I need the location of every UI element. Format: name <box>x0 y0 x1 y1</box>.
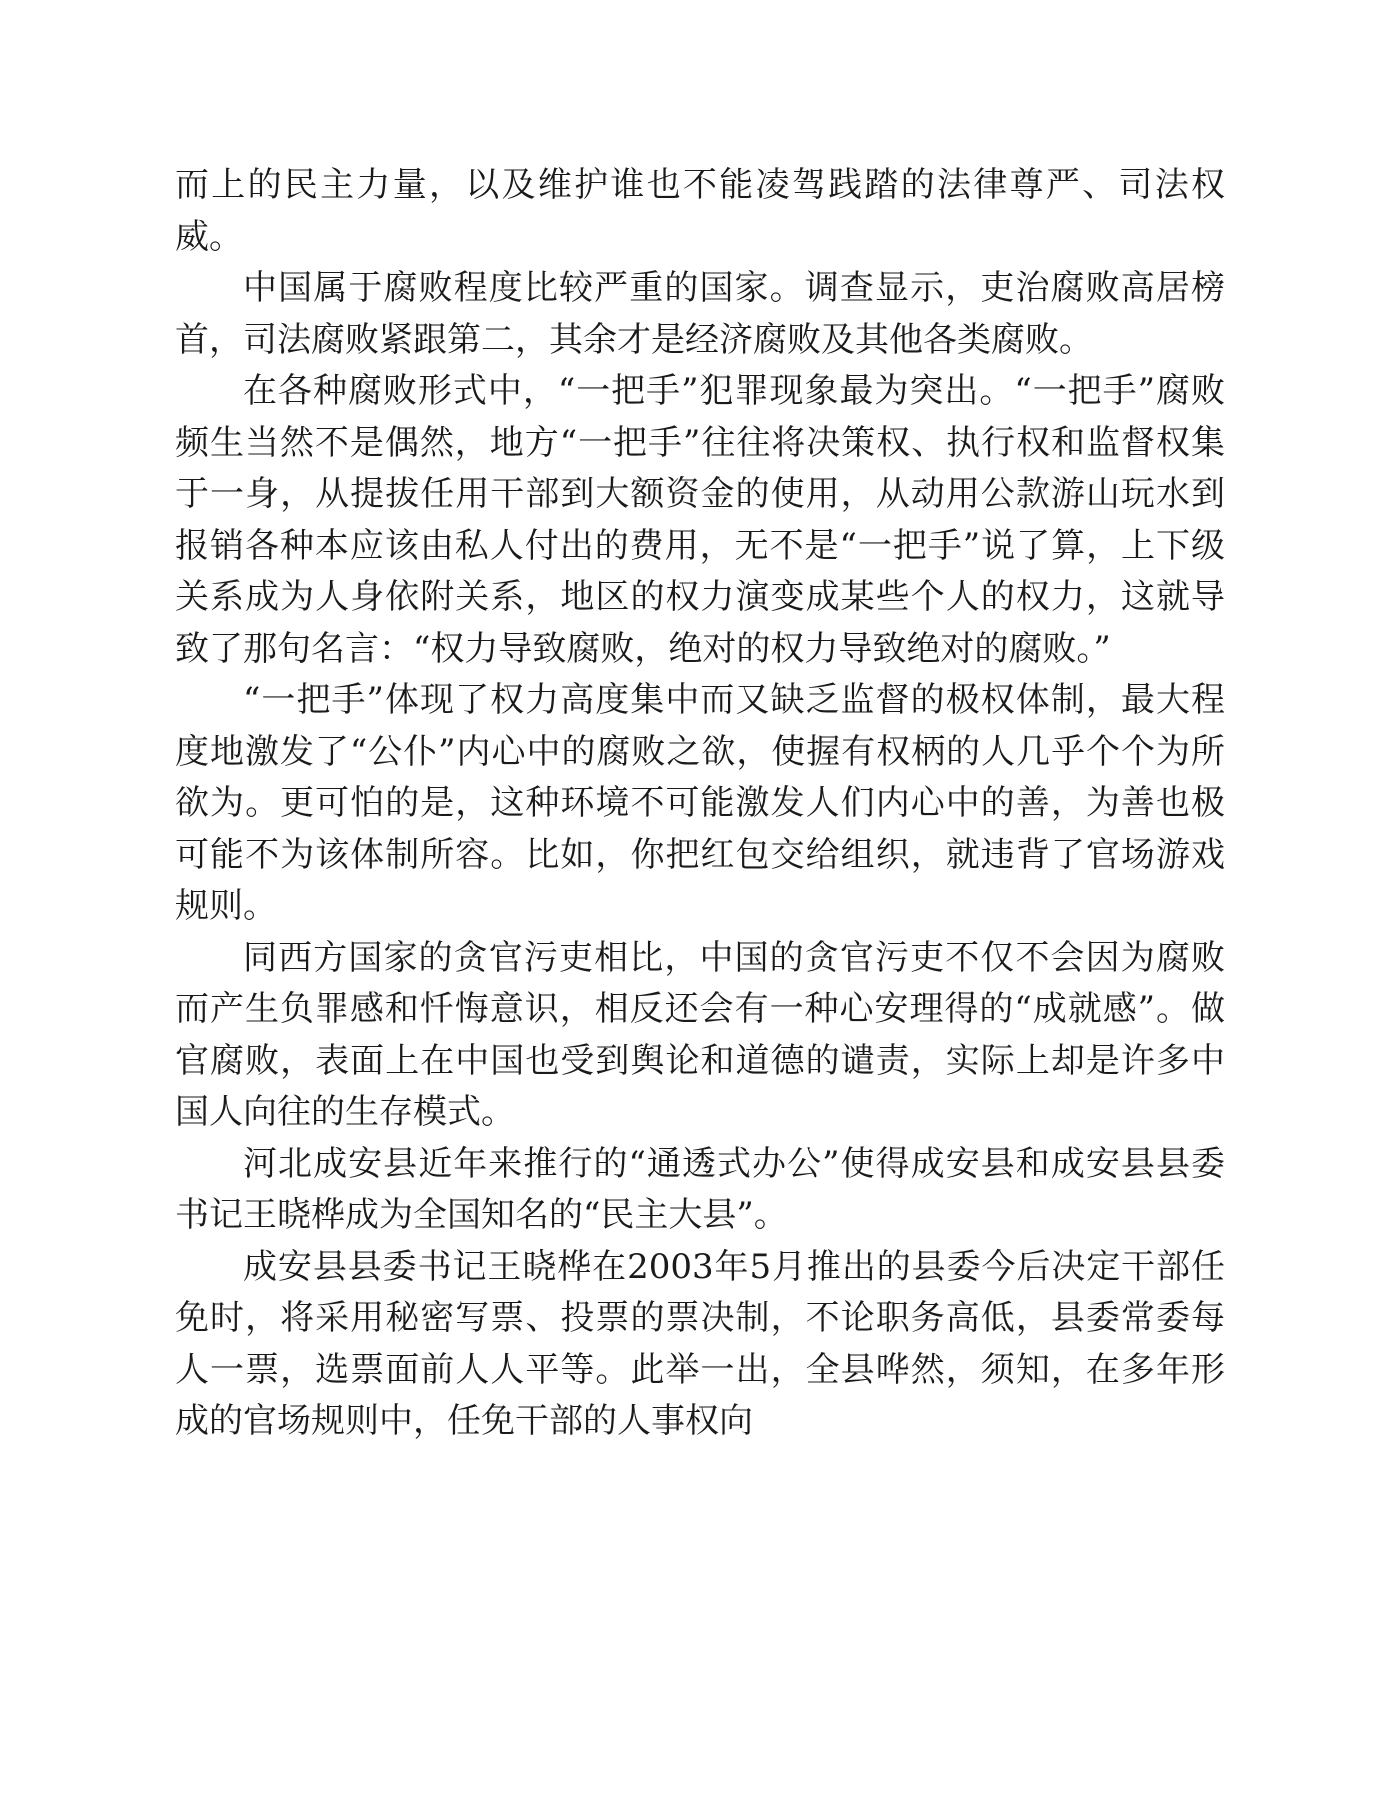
paragraph-top-leader-crime: 在各种腐败形式中，“一把手”犯罪现象最为突出。“一把手”腐败频生当然不是偶然，地方“一把手”往往将决策权、执行权和监督权集于一身，从提拔任用干部到大额资金的使用，从动用公款游山玩水到报销各种本应该由私人付出的费用，无不是“一把手”说了算，上下级关系成为人身依附关系，地区的权力演变成某些个人的权力，这就导致了那句名言：“权力导致腐败，绝对的权力导致绝对的腐败。” <box>175 371 1225 669</box>
paragraph-comparison-west: 同西方国家的贪官污吏相比，中国的贪官污吏不仅不会因为腐败而产生负罪感和忏悔意识，相反还会有一种心安理得的“成就感”。做官腐败，表面上在中国也受到舆论和道德的谴责，实际上却是许多中国人向往的生存模式。 <box>175 937 1225 1132</box>
paragraph-centralized-power: “一把手”体现了权力高度集中而又缺乏监督的极权体制，最大程度地激发了“公仆”内心中的腐败之欲，使握有权柄的人几乎个个为所欲为。更可怕的是，这种环境不可能激发人们内心中的善，为善也极可能不为该体制所容。比如，你把红包交给组织，就违背了官场游戏规则。 <box>175 680 1225 926</box>
paragraph-continued: 而上的民主力量，以及维护谁也不能凌驾践踏的法律尊严、司法权威。 <box>175 165 1225 257</box>
paragraph-secret-ballot: 成安县县委书记王晓桦在2003年5月推出的县委今后决定干部任免时，将采用秘密写票、投票的票决制，不论职务高低，县委常委每人一票，选票面前人人平等。此举一出，全县哗然，须知，在多年形成的官场规则中，任免干部的人事权向 <box>175 1246 1225 1441</box>
paragraph-corruption-ranking: 中国属于腐败程度比较严重的国家。调查显示，吏治腐败高居榜首，司法腐败紧跟第二，其余才是经济腐败及其他各类腐败。 <box>175 268 1225 360</box>
paragraph-chengan-county: 河北成安县近年来推行的“通透式办公”使得成安县和成安县县委书记王晓桦成为全国知名的“民主大县”。 <box>175 1143 1225 1235</box>
document-page <box>175 160 1225 1448</box>
